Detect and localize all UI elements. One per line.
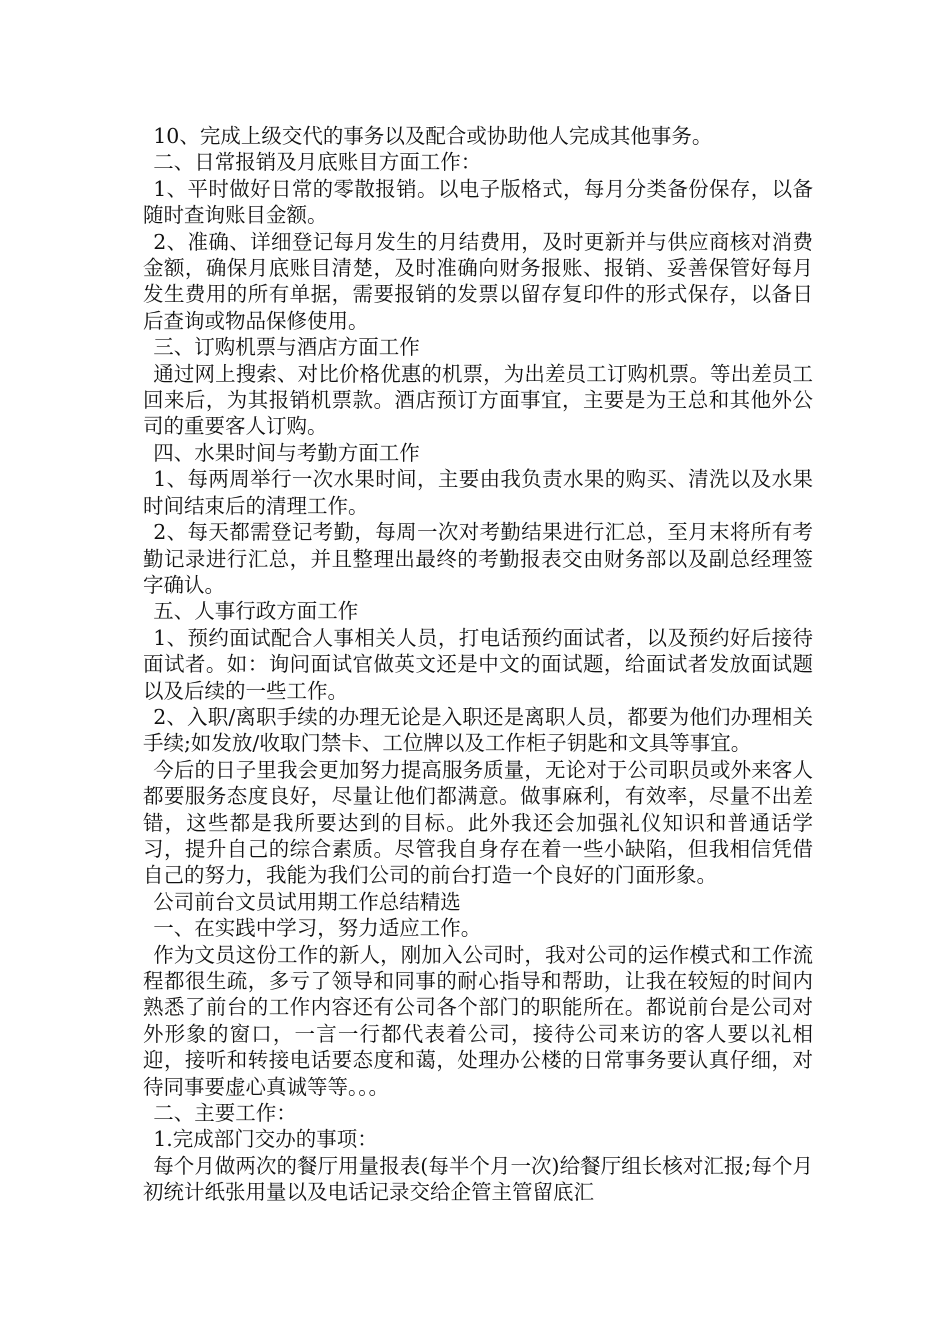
- section-heading-learning: 一、在实践中学习，努力适应工作。: [153, 916, 482, 941]
- section-heading-main-work: 二、主要工作：: [153, 1101, 297, 1126]
- main-work-paragraph: 每个月做两次的餐厅用量报表(每半个月一次)给餐厅组长核对汇报;每个月初统计纸张用量以及电话记录交给企管主管留底汇: [143, 1153, 813, 1205]
- section-heading-fruit-attendance: 四、水果时间与考勤方面工作: [153, 440, 420, 465]
- section-heading-hr-admin: 五、人事行政方面工作: [153, 599, 359, 624]
- fruit-attendance-item-2: 2、每天都需登记考勤，每周一次对考勤结果进行汇总，至月末将所有考勤记录进行汇总，并且整理出最终的考勤报表交由财务部以及副总经理签字确认。: [143, 520, 813, 597]
- tickets-hotel-paragraph: 通过网上搜索、对比价格优惠的机票，为出差员工订购机票。等出差员工回来后，为其报销机票款。酒店预订方面事宜，主要是为王总和其他外公司的重要客人订购。: [143, 361, 813, 439]
- section-heading-tickets-hotel: 三、订购机票与酒店方面工作: [153, 335, 420, 360]
- article-title: 公司前台文员试用期工作总结精选: [153, 889, 461, 914]
- document-page: [143, 123, 813, 1206]
- reimbursement-item-2: 2、准确、详细登记每月发生的月结费用，及时更新并与供应商核对消费金额，确保月底账目清楚，及时准确向财务报账、报销、妥善保管好每月发生费用的所有单据，需要报销的发票以留存复印件的形式保存，以备日后查询或物品保修使用。: [143, 229, 813, 333]
- task-item-10: 10、完成上级交代的事务以及配合或协助他人完成其他事务。: [153, 124, 713, 148]
- main-work-item-1: 1.完成部门交办的事项：: [153, 1127, 378, 1152]
- hr-admin-item-1: 1、预约面试配合人事相关人员，打电话预约面试者，以及预约好后接待面试者。如：询问面试官做英文还是中文的面试题，给面试者发放面试题以及后续的一些工作。: [143, 625, 813, 703]
- section-heading-reimbursement: 二、日常报销及月底账目方面工作：: [153, 150, 482, 175]
- hr-admin-item-2: 2、入职/离职手续的办理无论是入职还是离职人员，都要为他们办理相关手续;如发放/收取门禁卡、工位牌以及工作柜子钥匙和文具等事宜。: [143, 704, 813, 756]
- learning-paragraph: 作为文员这份工作的新人，刚加入公司时，我对公司的运作模式和工作流程都很生疏，多亏了领导和同事的耐心指导和帮助，让我在较短的时间内熟悉了前台的工作内容还有公司各个部门的职能所在。都说前台是公司对外形象的窗口，一言一行都代表着公司，接待公司来访的客人要以礼相迎，接听和转接电话要态度和蔼，处理办公楼的日常事务要认真仔细，对待同事要虚心真诚等等。。。: [143, 942, 813, 1099]
- reimbursement-item-1: 1、平时做好日常的零散报销。以电子版格式，每月分类备份保存，以备随时查询账目金额。: [143, 176, 813, 228]
- future-plans-paragraph: 今后的日子里我会更加努力提高服务质量，无论对于公司职员或外来客人都要服务态度良好，尽量让他们都满意。做事麻利，有效率，尽量不出差错，这些都是我所要达到的目标。此外我还会加强礼仪知识和普通话学习，提升自己的综合素质。尽管我自身存在着一些小缺陷，但我相信凭借自己的努力，我能为我们公司的前台打造一个良好的门面形象。: [143, 757, 813, 888]
- fruit-attendance-item-1: 1、每两周举行一次水果时间，主要由我负责水果的购买、清洗以及水果时间结束后的清理工作。: [143, 467, 813, 518]
